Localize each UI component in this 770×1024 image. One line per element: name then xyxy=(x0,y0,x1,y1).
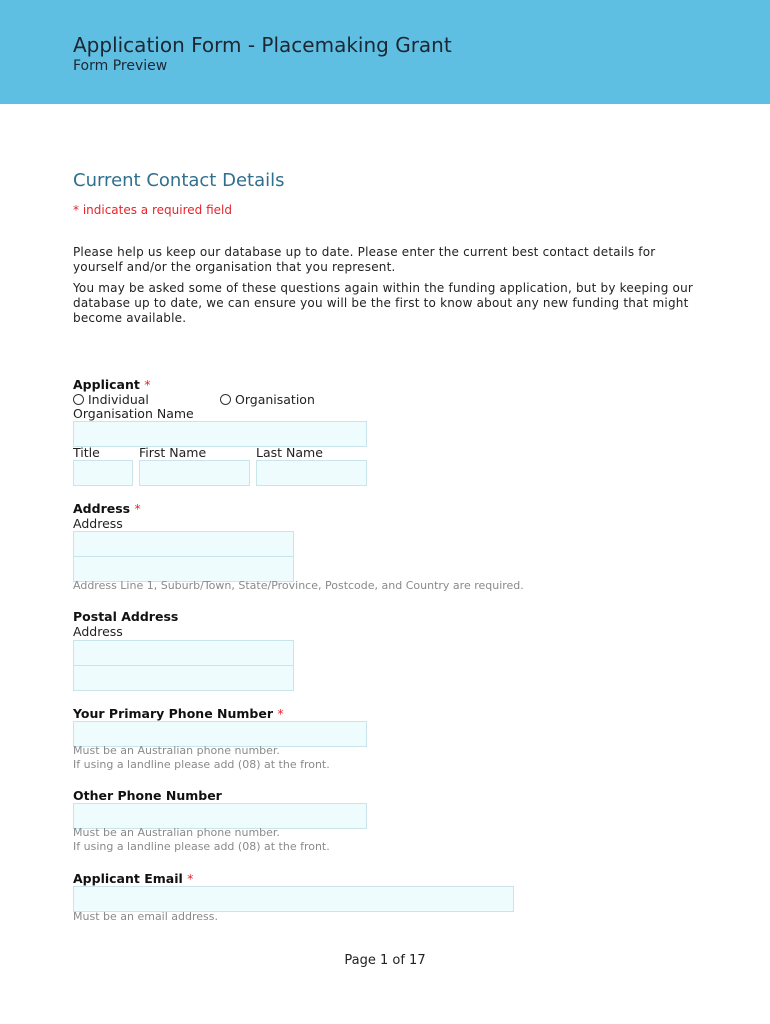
radio-circle-icon[interactable] xyxy=(73,394,84,405)
address-label xyxy=(73,501,141,516)
required-marker: * xyxy=(144,377,151,392)
applicant-label-text: Applicant xyxy=(73,377,140,392)
required-note: * indicates a required field xyxy=(73,203,232,217)
first-name-input[interactable] xyxy=(139,460,250,486)
primary-phone-label-text: Your Primary Phone Number xyxy=(73,706,273,721)
form-subtitle: Form Preview xyxy=(73,58,168,74)
header-banner xyxy=(0,0,770,104)
radio-organisation-label: Organisation xyxy=(235,392,315,407)
primary-phone-label xyxy=(73,706,284,721)
applicant-label xyxy=(73,377,150,392)
page-indicator: Page 1 of 17 xyxy=(344,953,426,968)
email-hint: Must be an email address. xyxy=(73,910,219,923)
title-label: Title xyxy=(73,445,100,460)
address-sub-label: Address xyxy=(73,516,123,531)
postal-line2-input[interactable] xyxy=(73,665,294,691)
postal-line1-input[interactable] xyxy=(73,640,294,666)
primary-phone-hint-1: Must be an Australian phone number. xyxy=(73,744,280,757)
radio-organisation[interactable] xyxy=(220,392,315,407)
postal-sub-label: Address xyxy=(73,624,123,639)
required-marker: * xyxy=(277,706,284,721)
other-phone-hint-1: Must be an Australian phone number. xyxy=(73,826,280,839)
form-title: Application Form - Placemaking Grant xyxy=(73,33,452,57)
other-phone-hint-2: If using a landline please add (08) at the front. xyxy=(73,840,330,853)
address-hint: Address Line 1, Suburb/Town, State/Province, Postcode, and Country are required. xyxy=(73,579,524,592)
required-marker: * xyxy=(134,501,141,516)
radio-individual[interactable] xyxy=(73,392,149,407)
email-input[interactable] xyxy=(73,886,514,912)
org-name-label: Organisation Name xyxy=(73,406,194,421)
email-label xyxy=(73,871,193,886)
last-name-label: Last Name xyxy=(256,445,323,460)
primary-phone-hint-2: If using a landline please add (08) at the front. xyxy=(73,758,330,771)
info-paragraph: You may be asked some of these questions again within the funding application, but by keeping our database up to date, we can ensure you will be the first to know about any new funding that might become available. xyxy=(73,281,694,325)
other-phone-label: Other Phone Number xyxy=(73,788,222,803)
last-name-input[interactable] xyxy=(256,460,367,486)
required-marker: * xyxy=(187,871,194,886)
section-title: Current Contact Details xyxy=(73,170,285,191)
org-name-input[interactable] xyxy=(73,421,367,447)
postal-address-label: Postal Address xyxy=(73,609,179,624)
email-label-text: Applicant Email xyxy=(73,871,183,886)
intro-paragraph: Please help us keep our database up to date. Please enter the current best contact details for yourself and/or the organisation that you represent. xyxy=(73,245,656,274)
address-label-text: Address xyxy=(73,501,131,516)
first-name-label: First Name xyxy=(139,445,207,460)
address-line1-input[interactable] xyxy=(73,531,294,557)
radio-circle-icon[interactable] xyxy=(220,394,231,405)
title-input[interactable] xyxy=(73,460,133,486)
radio-individual-label: Individual xyxy=(88,392,149,407)
